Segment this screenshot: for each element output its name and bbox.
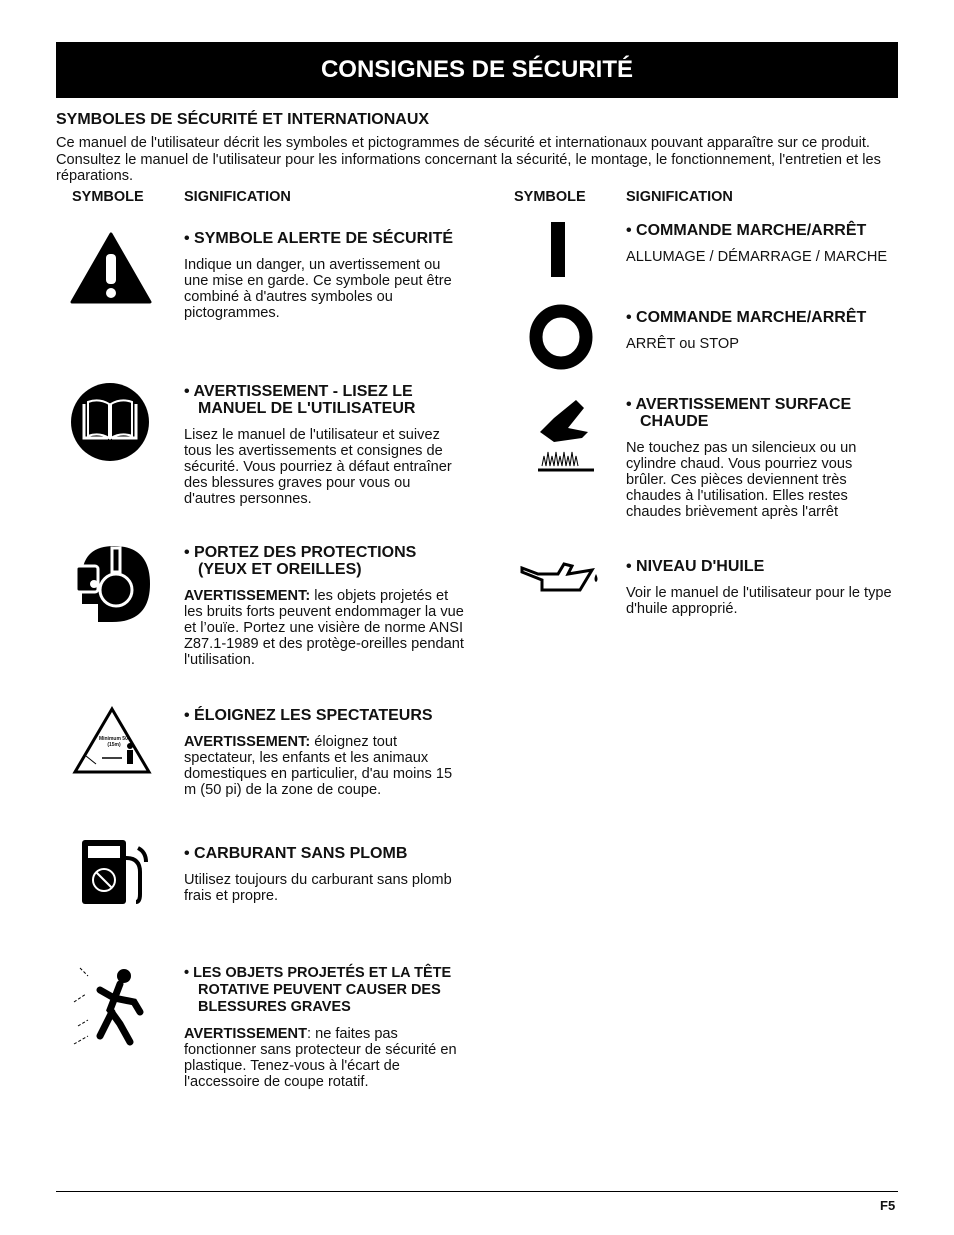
item-title: • AVERTISSEMENT - LISEZ LE MANUEL DE L'UTILISATEUR: [184, 383, 416, 417]
item-description: ALLUMAGE / DÉMARRAGE / MARCHE: [626, 249, 888, 265]
symbol-item-off: [626, 309, 906, 352]
on-switch-icon: [545, 222, 573, 278]
section-title: SYMBOLES DE SÉCURITÉ ET INTERNATIONAUX: [56, 111, 430, 128]
column-header-symbol: SYMBOLE: [514, 189, 586, 205]
item-title: • COMMANDE MARCHE/ARRÊT: [626, 222, 867, 239]
read-manual-icon: [70, 382, 150, 462]
symbol-item-thrown-objects: [184, 965, 464, 1090]
item-description: éloignez tout spectateur, les enfants et les animaux domestiques en particulier, d'au moins 15 m (50 pi) de la zone de coupe.: [184, 734, 453, 798]
item-description: ARRÊT ou STOP: [626, 336, 740, 352]
symbol-item-protection: [184, 544, 464, 668]
column-header-symbol: SYMBOLE: [72, 189, 144, 205]
item-title: • NIVEAU D'HUILE: [626, 558, 765, 575]
unleaded-fuel-icon: [80, 838, 150, 908]
symbol-item-on: [626, 222, 906, 265]
page-number: F5: [880, 1198, 896, 1213]
bystanders-icon: [72, 706, 152, 779]
symbol-item-unleaded-fuel: [184, 845, 464, 904]
item-description: Ne touchez pas un silencieux ou un cylindre chaud. Vous pourriez vous brûler. Ces pièces deviennent très chaudes à l'utilisation. Elles restes chaudes brièvement après l'arrêt: [626, 440, 857, 520]
symbol-item-bystanders: [184, 707, 464, 798]
item-description: : ne faites pas fonctionner sans protecteur de sécurité en plastique. Tenez-vous à l'écart de l'accessoire de coupe rotatif.: [184, 1026, 457, 1090]
warning-label: AVERTISSEMENT: [184, 1026, 307, 1042]
column-header-meaning: SIGNIFICATION: [626, 189, 733, 205]
bystanders-icon-text: Minimum 50' (15m): [98, 736, 130, 748]
item-description: Indique un danger, un avertissement ou une mise en garde. Ce symbole peut être combiné à d'autres symboles ou pictogrammes.: [184, 257, 452, 321]
safety-alert-icon: [70, 232, 152, 304]
item-title: • LES OBJETS PROJETÉS ET LA TÊTE ROTATIVE PEUVENT CAUSER DES BLESSURES GRAVES: [184, 965, 452, 1015]
item-title: • PORTEZ DES PROTECTIONS (YEUX ET OREILLES): [184, 544, 417, 578]
item-description: Utilisez toujours du carburant sans plomb frais et propre.: [184, 872, 452, 904]
footer-divider: [56, 1191, 898, 1192]
item-description: Lisez le manuel de l'utilisateur et suivez tous les avertissements et consignes de sécurité. Vous pourriez à défaut entraîner des blessures graves pour vous ou d'autres personnes.: [184, 427, 452, 507]
symbol-item-hot-surface: [626, 396, 886, 520]
item-description: Voir le manuel de l'utilisateur pour le type d'huile approprié.: [626, 585, 892, 617]
item-title: • CARBURANT SANS PLOMB: [184, 845, 408, 862]
symbol-item-oil-level: [626, 558, 896, 617]
symbol-item-read-manual: [184, 383, 464, 507]
thrown-objects-icon: [70, 966, 154, 1046]
off-switch-icon: [528, 304, 598, 370]
oil-level-icon: [518, 560, 602, 596]
symbol-item-safety-alert: [184, 230, 464, 321]
column-header-meaning: SIGNIFICATION: [184, 189, 291, 205]
hot-surface-icon: [534, 398, 598, 478]
item-title: • AVERTISSEMENT SURFACE CHAUDE: [626, 396, 852, 430]
item-title: • SYMBOLE ALERTE DE SÉCURITÉ: [184, 230, 454, 247]
intro-paragraph: Ce manuel de l'utilisateur décrit les symboles et pictogrammes de sécurité et internationaux pouvant apparaître sur ce produit. Consultez le manuel de l'utilisateur pour les informations concernant la sécurité, le montage, le fonctionnement, l'entretien et les réparations.: [56, 135, 881, 184]
eye-ear-protection-icon: [72, 544, 152, 624]
item-title: • COMMANDE MARCHE/ARRÊT: [626, 309, 867, 326]
item-description: les objets projetés et les bruits forts peuvent endommager la vue et l’ouïe. Portez une visière de norme ANSI Z87.1-1989 et des protège-oreilles pendant l'utilisation.: [184, 588, 464, 668]
page-title: CONSIGNES DE SÉCURITÉ: [56, 42, 898, 98]
warning-label: AVERTISSEMENT:: [184, 734, 311, 750]
item-title: • ÉLOIGNEZ LES SPECTATEURS: [184, 707, 433, 724]
warning-label: AVERTISSEMENT:: [184, 588, 311, 604]
